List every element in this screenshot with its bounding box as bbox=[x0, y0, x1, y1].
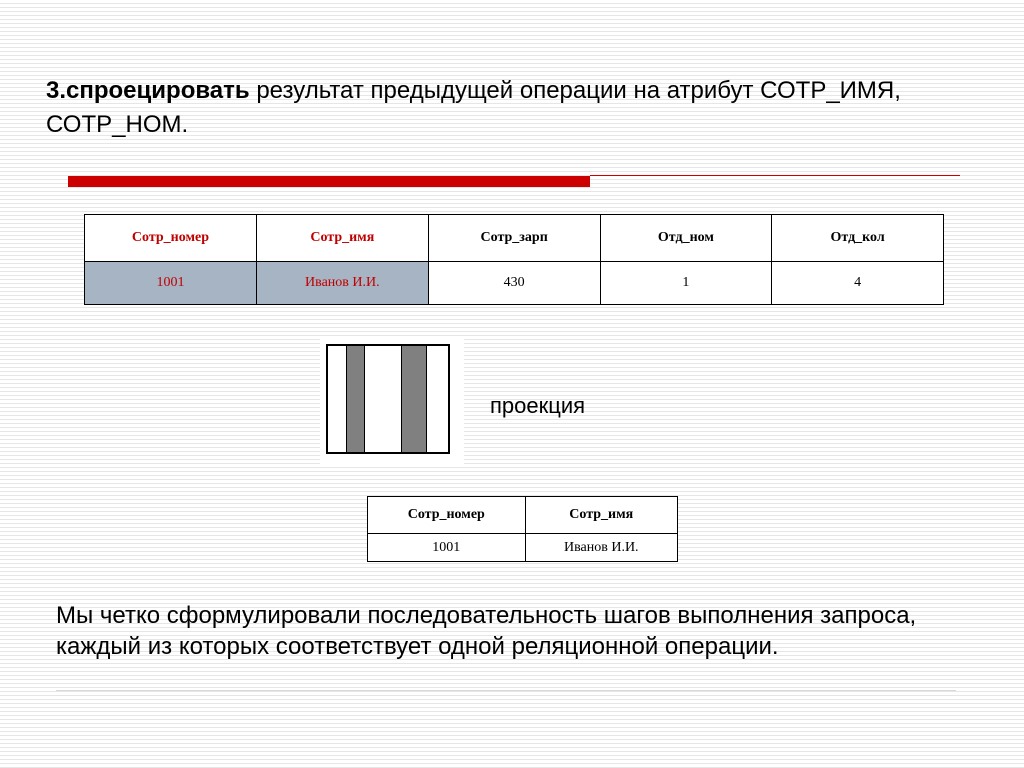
cell-sotr-nomer: 1001 bbox=[85, 262, 257, 305]
heading-text: результат предыдущей операции на атрибут СОТР_ИМЯ, СОТР_НОМ. bbox=[46, 77, 901, 138]
column-header-otd-kol: Отд_кол bbox=[772, 215, 944, 262]
source-relation-table bbox=[84, 214, 944, 305]
column-header-sotr-zarp: Сотр_зарп bbox=[428, 215, 600, 262]
column-header-sotr-imya: Сотр_имя bbox=[256, 215, 428, 262]
column-header-otd-nom: Отд_ном bbox=[600, 215, 772, 262]
accent-divider-thin bbox=[590, 175, 960, 176]
summary-text: Мы четко сформулировали последовательность шагов выполнения запроса, каждый из которых соответствует одной реляционной операции. bbox=[56, 602, 917, 660]
cell-sotr-imya: Иванов И.И. bbox=[525, 534, 677, 562]
projection-selected-column bbox=[401, 346, 427, 452]
column-header-sotr-nomer: Сотр_номер bbox=[368, 497, 526, 534]
bottom-divider bbox=[56, 690, 956, 691]
cell-otd-nom: 1 bbox=[600, 262, 772, 305]
result-relation-table bbox=[367, 496, 678, 562]
heading-step-label: 3.спроецировать bbox=[46, 77, 250, 104]
cell-sotr-zarp: 430 bbox=[428, 262, 600, 305]
cell-sotr-imya: Иванов И.И. bbox=[256, 262, 428, 305]
accent-divider-thick bbox=[68, 176, 590, 187]
projection-selected-column bbox=[346, 346, 365, 452]
projection-icon bbox=[320, 338, 464, 464]
table-header-row bbox=[368, 497, 678, 534]
table-row bbox=[368, 534, 678, 562]
column-header-sotr-nomer: Сотр_номер bbox=[85, 215, 257, 262]
projection-label: проекция bbox=[490, 393, 586, 418]
slide-heading bbox=[46, 74, 946, 142]
projection-relation-frame bbox=[326, 344, 450, 454]
table-header-row bbox=[85, 215, 944, 262]
cell-sotr-nomer: 1001 bbox=[368, 534, 526, 562]
cell-otd-kol: 4 bbox=[772, 262, 944, 305]
column-header-sotr-imya: Сотр_имя bbox=[525, 497, 677, 534]
table-row bbox=[85, 262, 944, 305]
